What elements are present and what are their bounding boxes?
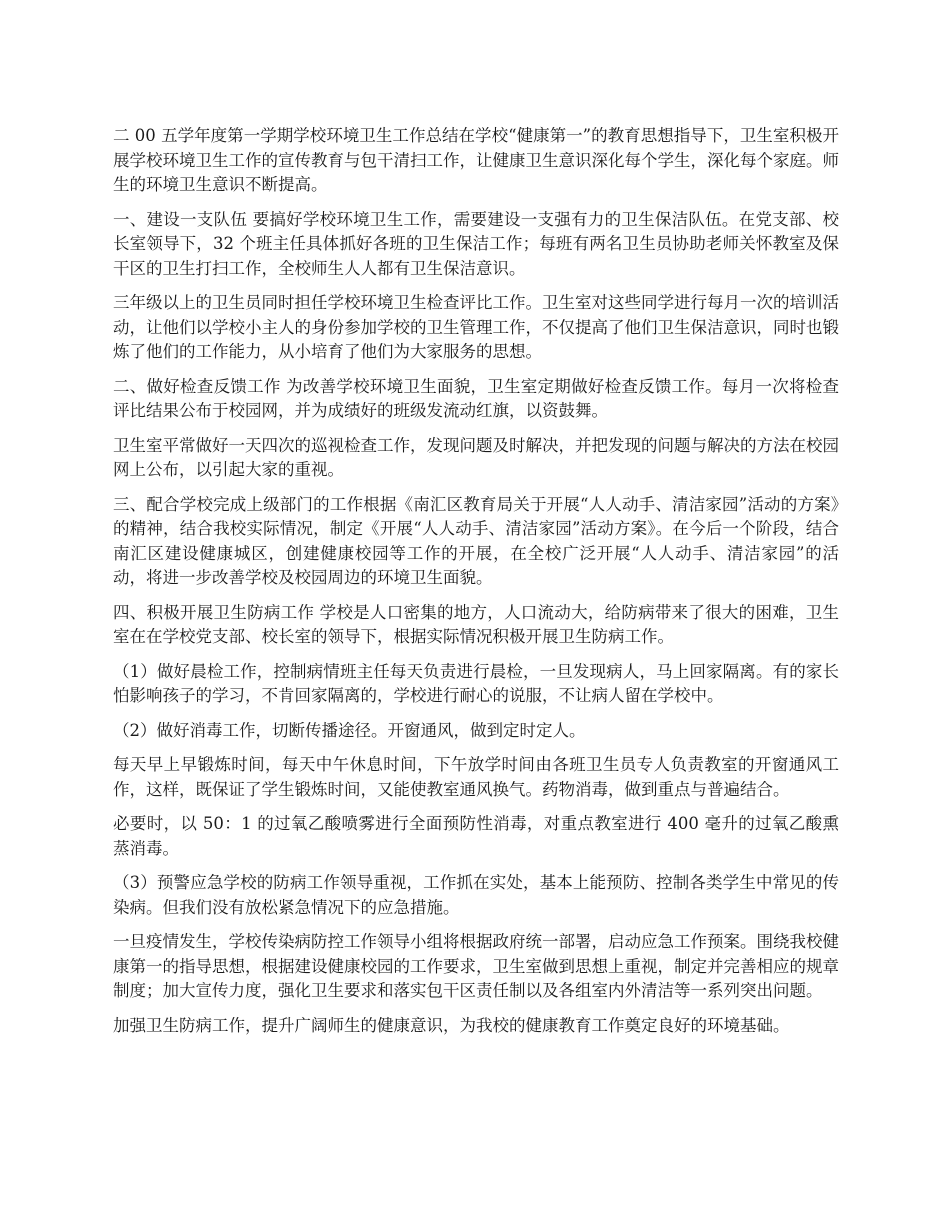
- item-3-paragraph: （3）预警应急学校的防病工作领导重视，工作抓在实处，基本上能预防、控制各类学生中常见的传染病。但我们没有放松紧急情况下的应急措施。: [113, 873, 839, 917]
- section-2-paragraph: 二、做好检查反馈工作 为改善学校环境卫生面貌，卫生室定期做好检查反馈工作。每月一次将检查评比结果公布于校园网，并为成绩好的班级发流动红旗，以资鼓舞。: [113, 376, 839, 420]
- section-1-detail-paragraph: 三年级以上的卫生员同时担任学校环境卫生检查评比工作。卫生室对这些同学进行每月一次的培训活动，让他们以学校小主人的身份参加学校的卫生管理工作，不仅提高了他们卫生保洁意识，同时也锻炼了他们的工作能力，从小培育了他们为大家服务的思想。: [113, 293, 839, 361]
- conclusion-paragraph: 加强卫生防病工作，提升广阔师生的健康意识，为我校的健康教育工作奠定良好的环境基础。: [113, 1015, 790, 1035]
- section-1-paragraph: 一、建设一支队伍 要搞好学校环境卫生工作，需要建设一支强有力的卫生保洁队伍。在党支部、校长室领导下，32 个班主任具体抓好各班的卫生保洁工作；每班有两名卫生员协助老师关怀教室及保干区的卫生打扫工作，全校师生人人都有卫生保洁意识。: [113, 209, 839, 278]
- section-2-detail-paragraph: 卫生室平常做好一天四次的巡视检查工作，发现问题及时解决，并把发现的问题与解决的方法在校园网上公布，以引起大家的重视。: [113, 435, 839, 479]
- section-3-paragraph: 三、配合学校完成上级部门的工作根据《南汇区教育局关于开展“人人动手、清洁家园”活动的方案》的精神，结合我校实际情况，制定《开展“人人动手、清洁家园”活动方案》。在今后一个阶段，结合南汇区建设健康城区，创建健康校园等工作的开展，在全校广泛开展“人人动手、清洁家园”的活动，将进一步改善学校及校园周边的环境卫生面貌。: [113, 494, 839, 587]
- item-2-paragraph: （2）做好消毒工作，切断传播途径。开窗通风，做到定时定人。: [113, 720, 586, 740]
- item-2-disinfection-paragraph: 必要时，以 50：1 的过氧乙酸喷雾进行全面预防性消毒，对重点教室进行 400 毫升的过氧乙酸熏蒸消毒。: [113, 814, 839, 858]
- item-1-paragraph: （1）做好晨检工作，控制病情班主任每天负责进行晨检，一旦发现病人，马上回家隔离。有的家长怕影响孩子的学习，不肯回家隔离的，学校进行耐心的说服，不让病人留在学校中。: [113, 661, 839, 705]
- section-4-paragraph: 四、积极开展卫生防病工作 学校是人口密集的地方，人口流动大，给防病带来了很大的困难，卫生室在在学校党支部、校长室的领导下，根据实际情况积极开展卫生防病工作。: [113, 602, 839, 646]
- emergency-plan-paragraph: 一旦疫情发生，学校传染病防控工作领导小组将根据政府统一部署，启动应急工作预案。围绕我校健康第一的指导思想，根据建设健康校园的工作要求，卫生室做到思想上重视，制定并完善相应的规章制度；加大宣传力度，强化卫生要求和落实包干区责任制以及各组室内外清洁等一系列突出问题。: [113, 932, 839, 1000]
- document-body: [113, 124, 839, 1048]
- item-2-ventilation-paragraph: 每天早上早锻炼时间，每天中午休息时间，下午放学时间由各班卫生员专人负责教室的开窗通风工作，这样，既保证了学生锻炼时间，又能使教室通风换气。药物消毒，做到重点与普遍结合。: [113, 755, 839, 799]
- intro-paragraph: 二 00 五学年度第一学期学校环境卫生工作总结在学校“健康第一”的教育思想指导下，卫生室积极开展学校环境卫生工作的宣传教育与包干清扫工作，让健康卫生意识深化每个学生，深化每个家庭。师生的环境卫生意识不断提高。: [113, 126, 839, 194]
